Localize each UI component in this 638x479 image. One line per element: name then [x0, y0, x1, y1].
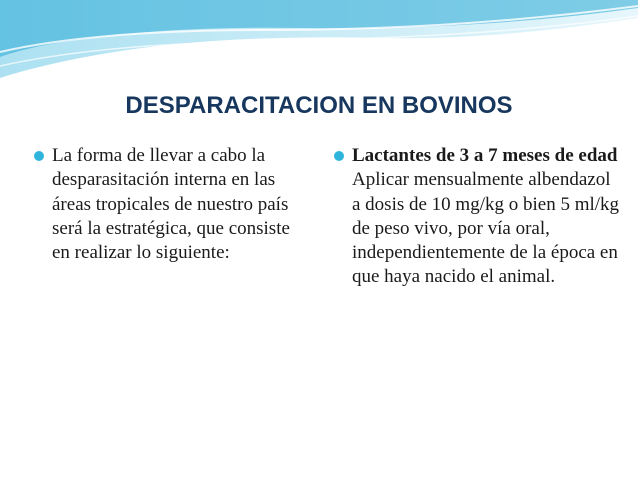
- right-bullet-text: Aplicar mensualmente albendazol a dosis de 10 mg/kg o bien 5 ml/kg de peso vivo, por vía oral, independientemente de la época en que haya nacido el animal.: [352, 169, 620, 288]
- header-wave-decoration: [0, 0, 638, 80]
- left-column: [30, 144, 310, 265]
- left-bullet-text: La forma de llevar a cabo la desparasitación interna en las áreas tropicales de nuestro país será la estratégica, que consiste en realizar lo siguiente:: [52, 145, 290, 264]
- bullet-dot-icon: [34, 151, 44, 161]
- bullet-dot-icon: [334, 151, 344, 161]
- right-bullet-item: [330, 144, 620, 290]
- slide-title: DESPARACITACION EN BOVINOS: [125, 92, 513, 119]
- right-bullet-heading: Lactantes de 3 a 7 meses de edad: [352, 145, 618, 166]
- right-column: [330, 144, 620, 290]
- left-bullet-item: [30, 144, 310, 265]
